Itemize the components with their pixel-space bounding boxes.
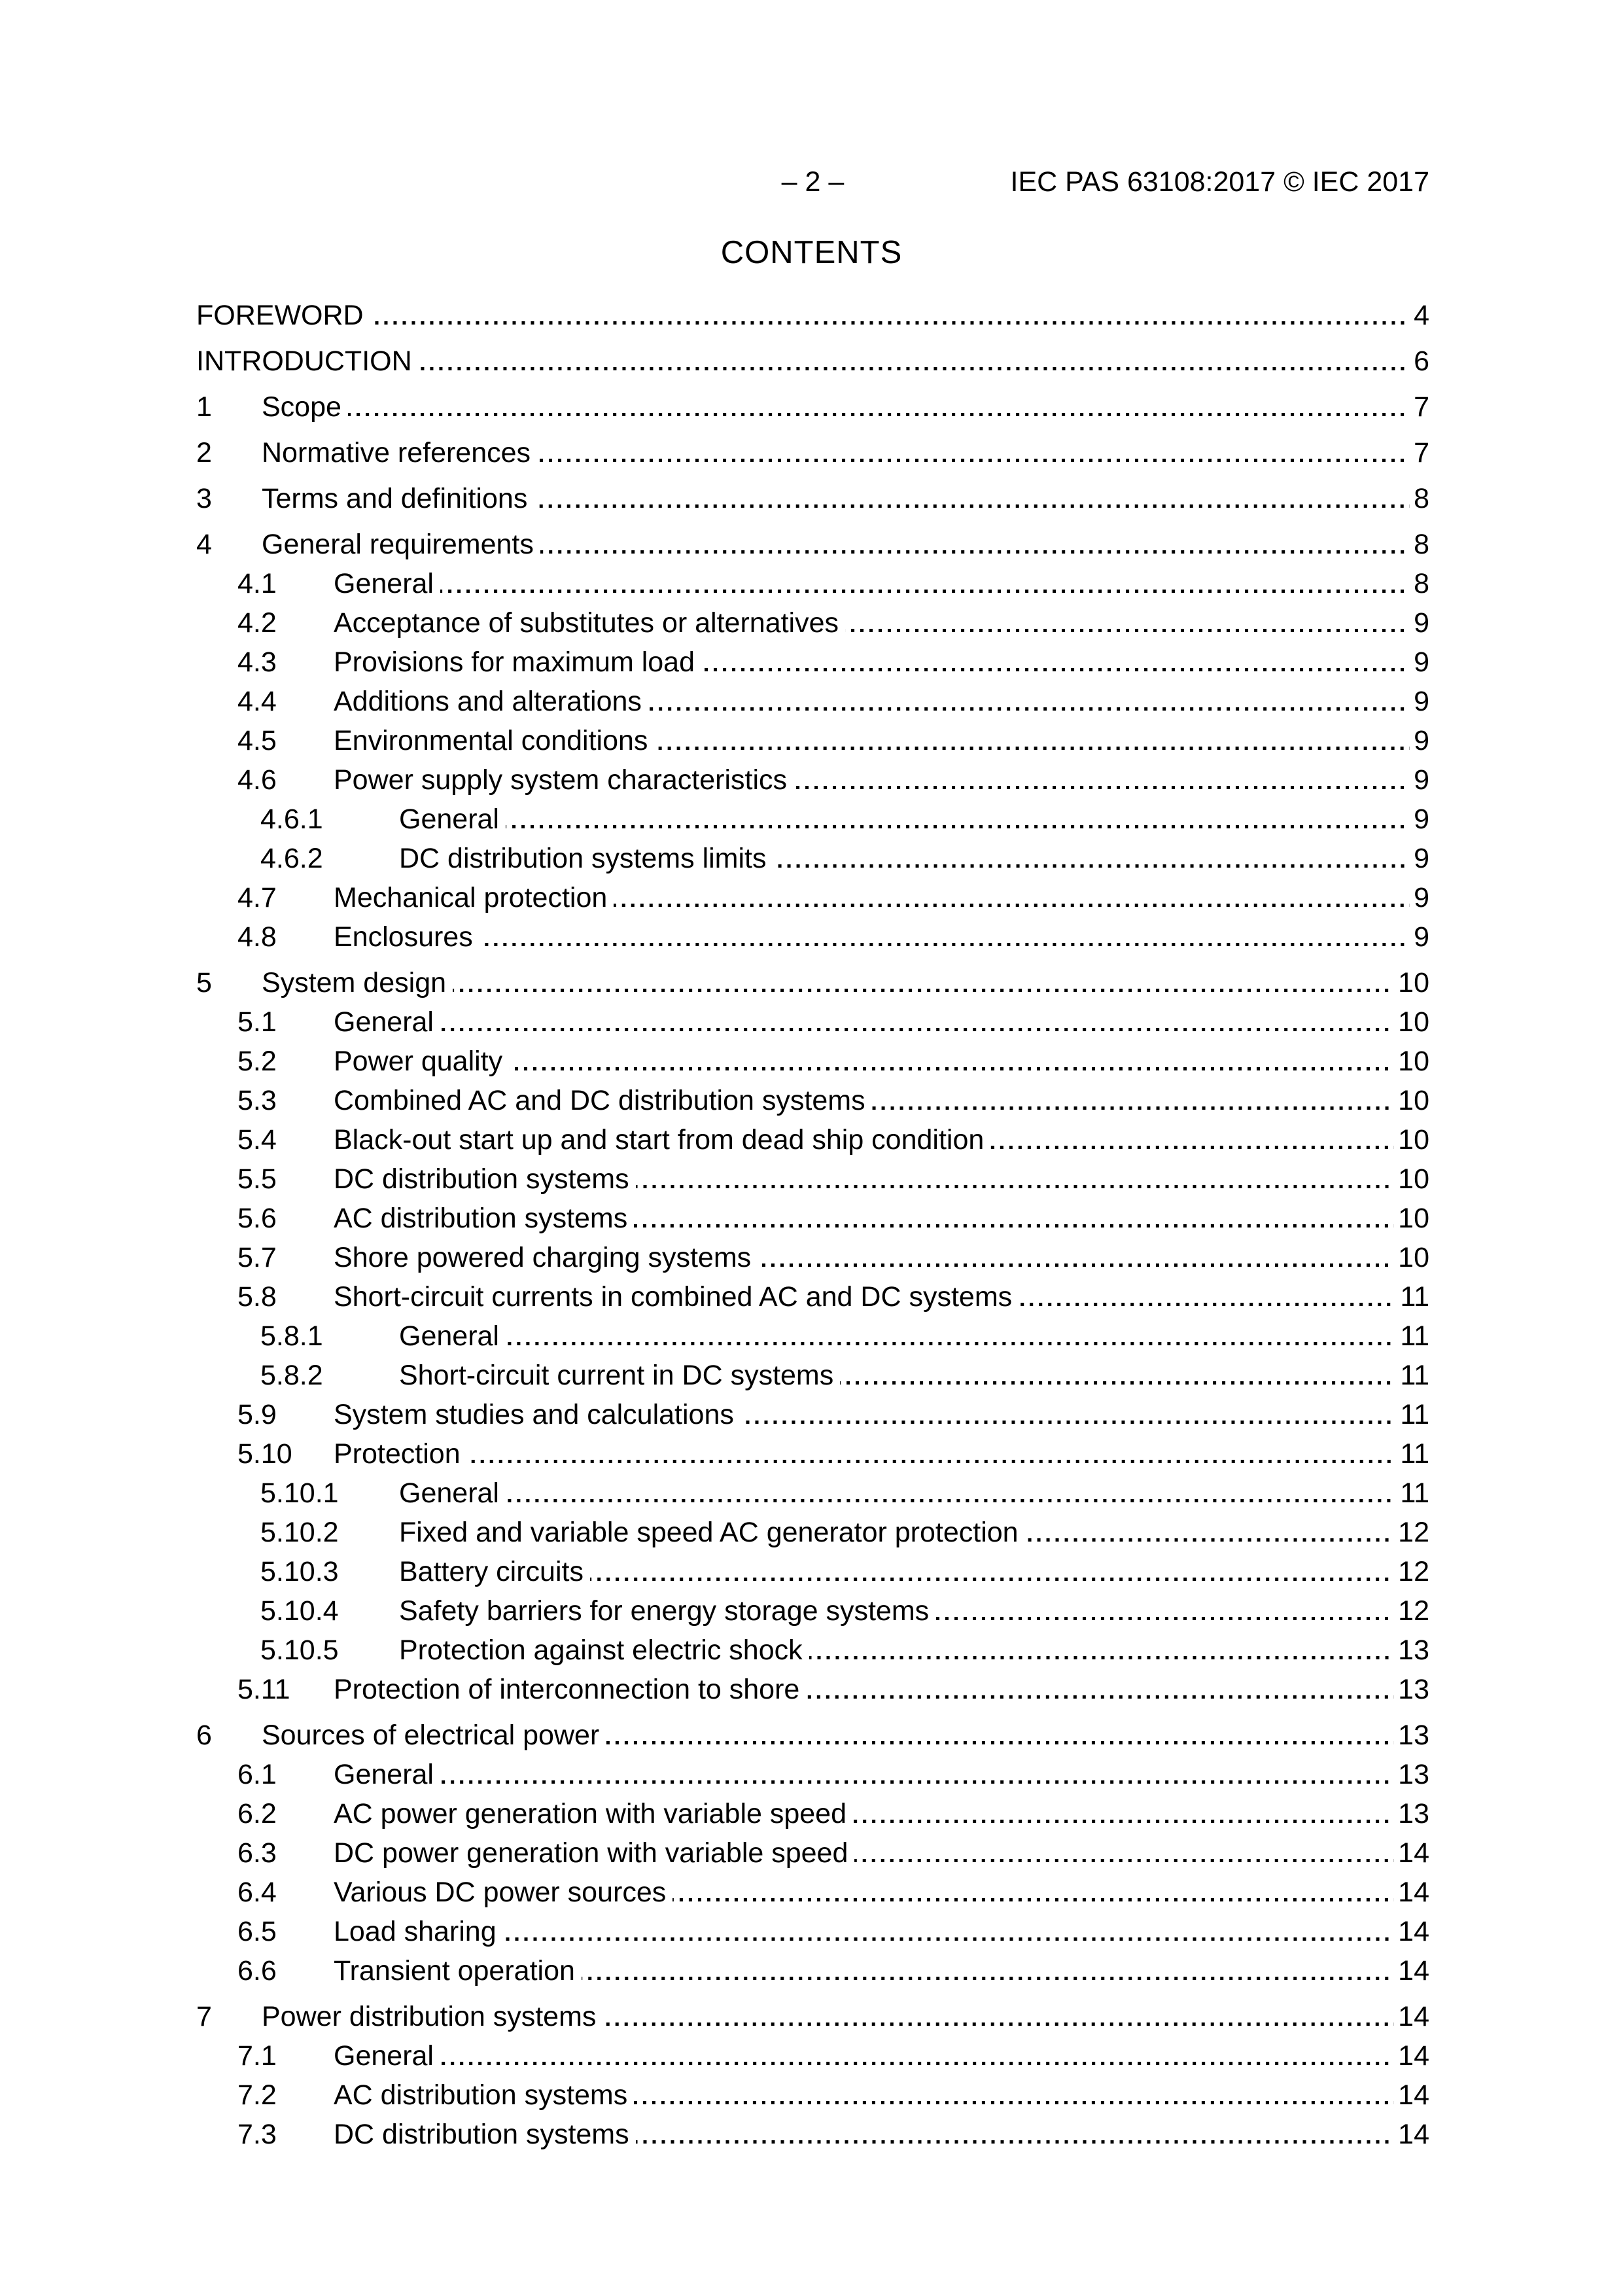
entry-title: General: [334, 1759, 434, 1790]
entry-page-number: 9: [1414, 882, 1429, 913]
toc-entry: [196, 342, 1429, 381]
dot-leader: [1025, 1538, 1395, 1542]
entry-page-number: 9: [1414, 725, 1429, 756]
clause-number: 4.6.2: [260, 843, 323, 874]
entry-title: DC distribution systems limits: [399, 843, 767, 874]
clause-number: 5.7: [237, 1242, 277, 1273]
dot-leader: [590, 1577, 1394, 1581]
toc-entry: [196, 1591, 1429, 1631]
toc-entry: [196, 2075, 1429, 2115]
clause-number: 5.2: [237, 1046, 277, 1077]
entry-page-number: 9: [1414, 764, 1429, 796]
toc-entry: [196, 800, 1429, 839]
entry-title: System design: [262, 967, 447, 998]
toc-entry: [196, 1159, 1429, 1199]
clause-number: 6.3: [237, 1837, 277, 1869]
entry-title: Combined AC and DC distribution systems: [334, 1085, 865, 1116]
entry-title: Sources of electrical power: [262, 1720, 600, 1751]
clause-number: 5.8.2: [260, 1360, 323, 1391]
entry-title: Load sharing: [334, 1916, 497, 1947]
dot-leader: [809, 1655, 1395, 1659]
toc-entry: [196, 1199, 1429, 1238]
entry-page-number: 9: [1414, 804, 1429, 835]
entry-page-number: 4: [1414, 300, 1429, 331]
toc-entry: [196, 525, 1429, 564]
entry-title: DC power generation with variable speed: [334, 1837, 848, 1869]
entry-page-number: 11: [1400, 1399, 1429, 1430]
toc-entry: [196, 433, 1429, 472]
clause-number: 5.11: [237, 1674, 290, 1705]
entry-title: System studies and calculations: [334, 1399, 734, 1430]
document-reference: IEC PAS 63108:2017 © IEC 2017: [1010, 166, 1429, 198]
toc-entry: [196, 1631, 1429, 1670]
toc-entry: [196, 1081, 1429, 1120]
entry-page-number: 8: [1414, 568, 1429, 599]
entry-page-number: 13: [1398, 1674, 1429, 1705]
entry-title: General: [399, 804, 499, 835]
dot-leader: [440, 589, 1410, 593]
toc-entry: [196, 1434, 1429, 1474]
entry-title: DC distribution systems: [334, 2119, 629, 2150]
entry-page-number: 12: [1398, 1556, 1429, 1587]
dot-leader: [509, 1067, 1394, 1070]
entry-page-number: 10: [1398, 967, 1429, 998]
toc-entry: [196, 1951, 1429, 1990]
entry-title: INTRODUCTION: [196, 345, 412, 377]
clause-number: 4.2: [237, 607, 277, 639]
entry-title: Terms and definitions: [262, 483, 528, 514]
entry-page-number: 14: [1398, 2119, 1429, 2150]
entry-title: AC distribution systems: [334, 2079, 628, 2111]
toc-entry: [196, 1755, 1429, 1794]
toc-entry: [196, 917, 1429, 957]
toc-entry: [196, 1873, 1429, 1912]
entry-title: General: [334, 1006, 434, 1038]
entry-title: Provisions for maximum load: [334, 646, 695, 678]
clause-number: 6.1: [237, 1759, 277, 1790]
dot-leader: [854, 1858, 1394, 1862]
entry-title: Scope: [262, 391, 341, 423]
toc-entry: [196, 1395, 1429, 1434]
clause-number: 5.5: [237, 1163, 277, 1195]
entry-page-number: 9: [1414, 921, 1429, 953]
clause-number: 5.8: [237, 1281, 277, 1313]
dot-leader: [840, 1381, 1396, 1385]
clause-number: 5.6: [237, 1203, 277, 1234]
entry-title: AC power generation with variable speed: [334, 1798, 847, 1829]
entry-page-number: 11: [1400, 1320, 1429, 1352]
entry-title: General: [399, 1477, 499, 1509]
dot-leader: [872, 1106, 1395, 1110]
clause-number: 4.6: [237, 764, 277, 796]
entry-title: General: [399, 1320, 499, 1352]
clause-number: 6.5: [237, 1916, 277, 1947]
clause-number: 5.1: [237, 1006, 277, 1038]
dot-leader: [467, 1459, 1397, 1463]
toc-entry: [196, 296, 1429, 335]
clause-number: 4.4: [237, 686, 277, 717]
entry-page-number: 14: [1398, 2079, 1429, 2111]
clause-number: 6.2: [237, 1798, 277, 1829]
entry-title: Additions and alterations: [334, 686, 642, 717]
entry-title: Protection of interconnection to shore: [334, 1674, 800, 1705]
entry-page-number: 6: [1414, 345, 1429, 377]
clause-number: 4.6.1: [260, 804, 323, 835]
entry-page-number: 11: [1400, 1281, 1429, 1313]
toc-entry: [196, 2036, 1429, 2075]
dot-leader: [370, 321, 1410, 325]
clause-number: 5.10.2: [260, 1517, 339, 1548]
entry-page-number: 13: [1398, 1759, 1429, 1790]
entry-title: Power distribution systems: [262, 2001, 597, 2032]
dot-leader: [534, 504, 1410, 508]
entry-page-number: 14: [1398, 1877, 1429, 1908]
dot-leader: [935, 1616, 1394, 1620]
clause-number: 4.5: [237, 725, 277, 756]
contents-title: CONTENTS: [720, 235, 903, 270]
entry-page-number: 10: [1398, 1163, 1429, 1195]
clause-number: 6: [196, 1720, 212, 1751]
clause-number: 6.4: [237, 1877, 277, 1908]
entry-title: AC distribution systems: [334, 1203, 628, 1234]
toc-entry: [196, 878, 1429, 917]
toc-entry: [196, 1042, 1429, 1081]
dot-leader: [773, 864, 1410, 868]
entry-page-number: 9: [1414, 686, 1429, 717]
dot-leader: [506, 1341, 1396, 1345]
toc-list: [196, 296, 1429, 2154]
entry-page-number: 9: [1414, 843, 1429, 874]
clause-number: 6.6: [237, 1955, 277, 1987]
clause-number: 5.10: [237, 1438, 292, 1470]
entry-title: Safety barriers for energy storage systems: [399, 1595, 930, 1627]
dot-leader: [440, 1027, 1394, 1031]
entry-title: Normative references: [262, 437, 531, 468]
toc-entry: [196, 1002, 1429, 1042]
toc-entry: [196, 1997, 1429, 2036]
entry-title: Mechanical protection: [334, 882, 608, 913]
dot-leader: [1019, 1302, 1396, 1306]
toc-entry: [196, 1316, 1429, 1356]
entry-page-number: 14: [1398, 1837, 1429, 1869]
clause-number: 5.9: [237, 1399, 277, 1430]
dot-leader: [741, 1420, 1396, 1424]
entry-title: Various DC power sources: [334, 1877, 667, 1908]
entry-page-number: 11: [1400, 1477, 1429, 1509]
toc-entry: [196, 1277, 1429, 1316]
clause-number: 4: [196, 529, 212, 560]
entry-page-number: 10: [1398, 1242, 1429, 1273]
toc-entry: [196, 643, 1429, 682]
entry-page-number: 11: [1400, 1438, 1429, 1470]
dot-leader: [506, 824, 1410, 828]
entry-title: FOREWORD: [196, 300, 364, 331]
dot-leader: [503, 1937, 1395, 1941]
dot-leader: [453, 988, 1394, 992]
entry-page-number: 10: [1398, 1046, 1429, 1077]
entry-title: Transient operation: [334, 1955, 575, 1987]
entry-page-number: 10: [1398, 1085, 1429, 1116]
entry-page-number: 13: [1398, 1720, 1429, 1751]
entry-page-number: 14: [1398, 2001, 1429, 2032]
clause-number: 5.10.3: [260, 1556, 339, 1587]
dot-leader: [806, 1695, 1394, 1699]
dot-leader: [634, 2100, 1394, 2104]
entry-title: Power quality: [334, 1046, 503, 1077]
toc-entry: [196, 1238, 1429, 1277]
toc-entry: [196, 1513, 1429, 1552]
entry-title: Black-out start up and start from dead ship condition: [334, 1124, 985, 1156]
toc-entry: [196, 839, 1429, 878]
dot-leader: [794, 785, 1410, 789]
entry-page-number: 7: [1414, 391, 1429, 423]
dot-leader: [636, 1184, 1395, 1188]
dot-leader: [758, 1263, 1394, 1267]
entry-page-number: 10: [1398, 1006, 1429, 1038]
dot-leader: [537, 458, 1410, 462]
toc-entry: [196, 1833, 1429, 1873]
clause-number: 4.1: [237, 568, 277, 599]
page-number-marker: – 2 –: [781, 166, 845, 198]
clause-number: 2: [196, 437, 212, 468]
entry-title: Shore powered charging systems: [334, 1242, 752, 1273]
toc-entry: [196, 479, 1429, 518]
entry-page-number: 14: [1398, 2040, 1429, 2072]
dot-leader: [582, 1976, 1394, 1980]
dot-leader: [636, 2140, 1395, 2144]
dot-leader: [440, 2061, 1394, 2065]
entry-title: Enclosures: [334, 921, 473, 953]
dot-leader: [701, 667, 1410, 671]
dot-leader: [990, 1145, 1394, 1149]
entry-page-number: 14: [1398, 1955, 1429, 1987]
entry-page-number: 9: [1414, 607, 1429, 639]
clause-number: 4.3: [237, 646, 277, 678]
entry-page-number: 9: [1414, 646, 1429, 678]
entry-title: General: [334, 2040, 434, 2072]
entry-page-number: 12: [1398, 1595, 1429, 1627]
toc-entry: [196, 1356, 1429, 1395]
dot-leader: [540, 550, 1410, 554]
toc-entry: [196, 1120, 1429, 1159]
entry-page-number: 8: [1414, 529, 1429, 560]
dot-leader: [506, 1498, 1396, 1502]
entry-title: Battery circuits: [399, 1556, 584, 1587]
toc-entry: [196, 1552, 1429, 1591]
entry-title: Environmental conditions: [334, 725, 648, 756]
clause-number: 5: [196, 967, 212, 998]
clause-number: 5.10.1: [260, 1477, 339, 1509]
toc-entry: [196, 682, 1429, 721]
clause-number: 7: [196, 2001, 212, 2032]
entry-page-number: 11: [1400, 1360, 1429, 1391]
entry-page-number: 7: [1414, 437, 1429, 468]
toc-entry: [196, 721, 1429, 760]
dot-leader: [602, 2022, 1394, 2026]
dot-leader: [853, 1819, 1394, 1823]
clause-number: 7.2: [237, 2079, 277, 2111]
dot-leader: [480, 942, 1410, 946]
clause-number: 5.4: [237, 1124, 277, 1156]
clause-number: 5.10.4: [260, 1595, 339, 1627]
entry-page-number: 10: [1398, 1124, 1429, 1156]
clause-number: 5.10.5: [260, 1634, 339, 1666]
toc-entry: [196, 760, 1429, 800]
dot-leader: [672, 1898, 1394, 1901]
clause-number: 5.3: [237, 1085, 277, 1116]
dot-leader: [845, 628, 1410, 632]
dot-leader: [419, 366, 1410, 370]
entry-title: Short-circuit currents in combined AC and DC systems: [334, 1281, 1013, 1313]
dot-leader: [348, 412, 1410, 416]
entry-title: Short-circuit current in DC systems: [399, 1360, 834, 1391]
entry-title: General requirements: [262, 529, 534, 560]
toc-entry: [196, 564, 1429, 603]
entry-page-number: 14: [1398, 1916, 1429, 1947]
entry-page-number: 10: [1398, 1203, 1429, 1234]
entry-page-number: 8: [1414, 483, 1429, 514]
clause-number: 4.7: [237, 882, 277, 913]
clause-number: 5.8.1: [260, 1320, 323, 1352]
entry-title: Protection against electric shock: [399, 1634, 803, 1666]
entry-page-number: 12: [1398, 1517, 1429, 1548]
dot-leader: [440, 1780, 1394, 1784]
toc-entry: [196, 1912, 1429, 1951]
clause-number: 4.8: [237, 921, 277, 953]
entry-title: DC distribution systems: [334, 1163, 629, 1195]
toc-entry: [196, 963, 1429, 1002]
entry-title: Fixed and variable speed AC generator protection: [399, 1517, 1019, 1548]
entry-title: General: [334, 568, 434, 599]
clause-number: 1: [196, 391, 212, 423]
toc-entry: [196, 1670, 1429, 1709]
entry-title: Acceptance of substitutes or alternatives: [334, 607, 839, 639]
toc-entry: [196, 1794, 1429, 1833]
clause-number: 7.1: [237, 2040, 277, 2072]
entry-title: Protection: [334, 1438, 461, 1470]
toc-entry: [196, 2115, 1429, 2154]
dot-leader: [654, 746, 1410, 750]
entry-title: Power supply system characteristics: [334, 764, 787, 796]
entry-page-number: 13: [1398, 1634, 1429, 1666]
dot-leader: [614, 903, 1410, 907]
dot-leader: [606, 1740, 1394, 1744]
page-header: [196, 165, 1429, 199]
toc-entry: [196, 1474, 1429, 1513]
entry-page-number: 13: [1398, 1798, 1429, 1829]
toc-entry: [196, 387, 1429, 427]
toc-entry: [196, 1716, 1429, 1755]
toc-entry: [196, 603, 1429, 643]
clause-number: 3: [196, 483, 212, 514]
dot-leader: [634, 1224, 1394, 1227]
dot-leader: [648, 707, 1410, 711]
clause-number: 7.3: [237, 2119, 277, 2150]
